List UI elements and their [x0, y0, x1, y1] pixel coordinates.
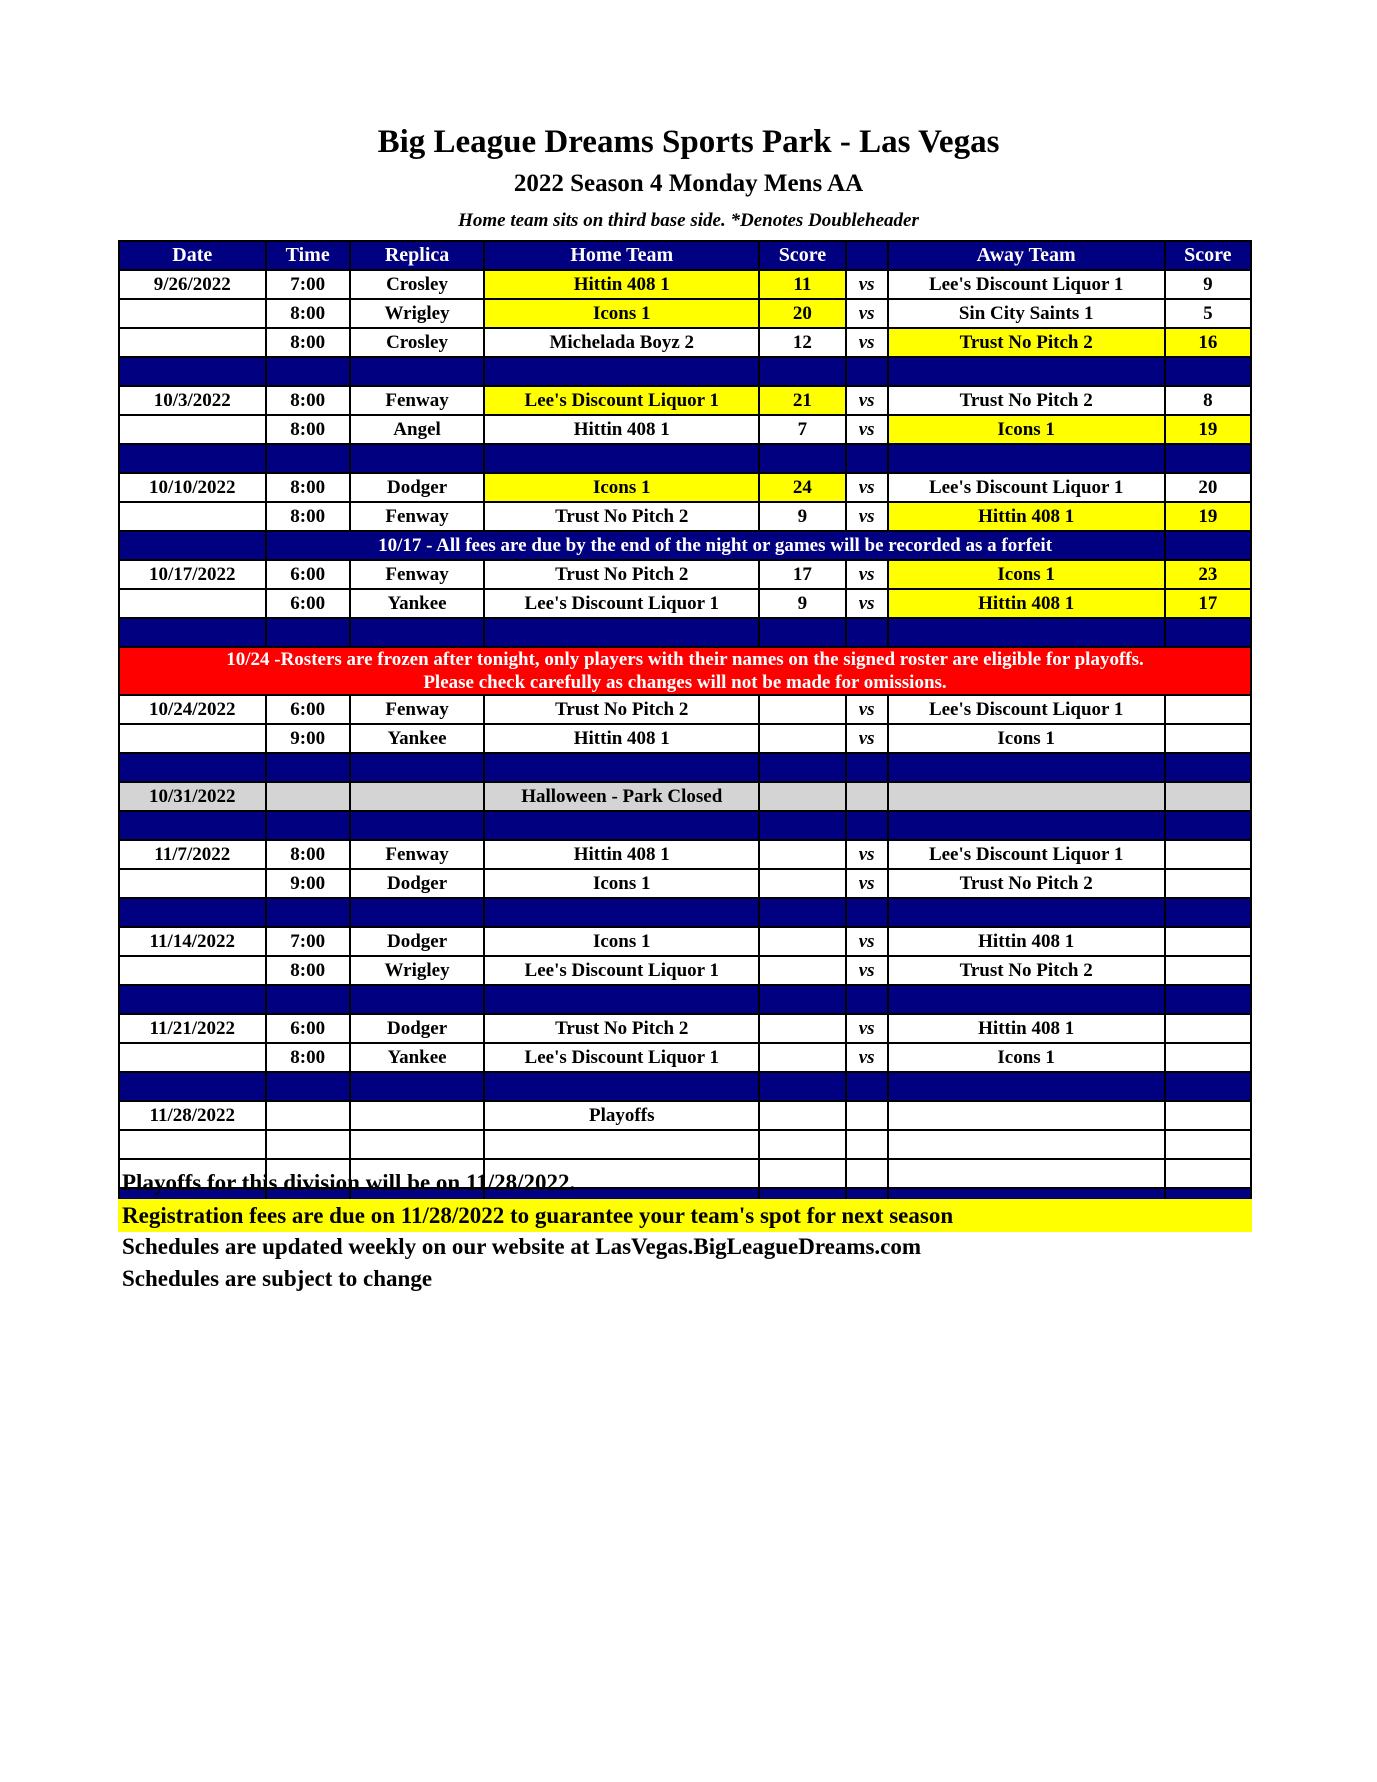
field-cell [350, 782, 484, 811]
separator-cell [266, 1072, 350, 1101]
vs-cell: vs [846, 502, 888, 531]
date-cell [119, 1130, 266, 1159]
away-score-cell [1165, 1014, 1251, 1043]
game-row [119, 695, 1251, 724]
separator-cell [484, 898, 759, 927]
separator-cell [888, 811, 1165, 840]
separator-row [119, 444, 1251, 473]
separator-cell [119, 357, 266, 386]
separator-cell [350, 357, 484, 386]
footer-website: Schedules are updated weekly on our website at LasVegas.BigLeagueDreams.com [122, 1234, 922, 1259]
separator-row [119, 811, 1251, 840]
away-score-cell [1165, 695, 1251, 724]
home-score-cell: 7 [759, 415, 845, 444]
away-score-cell [1165, 869, 1251, 898]
separator-cell [350, 444, 484, 473]
home-team-cell: Hittin 408 1 [484, 270, 759, 299]
separator-cell [759, 618, 845, 647]
separator-cell [846, 985, 888, 1014]
vs-cell: vs [846, 328, 888, 357]
separator-cell [1165, 811, 1251, 840]
away-team-cell: Hittin 408 1 [888, 502, 1165, 531]
time-cell: 8:00 [266, 1043, 350, 1072]
vs-cell: vs [846, 560, 888, 589]
separator-cell [484, 618, 759, 647]
field-cell: Dodger [350, 869, 484, 898]
time-cell: 6:00 [266, 589, 350, 618]
home-score-cell: 9 [759, 589, 845, 618]
field-cell: Wrigley [350, 299, 484, 328]
date-cell: 10/24/2022 [119, 695, 266, 724]
separator-cell [888, 898, 1165, 927]
away-score-cell [1165, 1130, 1251, 1159]
home-team-cell: Lee's Discount Liquor 1 [484, 956, 759, 985]
game-row [119, 927, 1251, 956]
separator-cell [119, 753, 266, 782]
home-team-cell: Lee's Discount Liquor 1 [484, 1043, 759, 1072]
time-cell: 7:00 [266, 927, 350, 956]
field-cell: Fenway [350, 695, 484, 724]
field-cell: Wrigley [350, 956, 484, 985]
separator-cell [484, 811, 759, 840]
vs-cell [846, 1101, 888, 1130]
separator-cell [266, 618, 350, 647]
away-team-cell: Trust No Pitch 2 [888, 328, 1165, 357]
away-team-cell: Icons 1 [888, 415, 1165, 444]
away-score-cell: 19 [1165, 415, 1251, 444]
roster-notice-row [119, 647, 1251, 695]
game-row [119, 1014, 1251, 1043]
separator-cell [484, 1072, 759, 1101]
separator-cell [1165, 444, 1251, 473]
separator-row [119, 357, 1251, 386]
home-team-cell [484, 1130, 759, 1159]
field-cell: Fenway [350, 560, 484, 589]
separator-cell [846, 898, 888, 927]
field-cell: Crosley [350, 328, 484, 357]
footer-registration: Registration fees are due on 11/28/2022 to guarantee your team's spot for next season [118, 1199, 1252, 1232]
away-team-cell: Lee's Discount Liquor 1 [888, 695, 1165, 724]
separator-cell [888, 1072, 1165, 1101]
home-team-cell: Hittin 408 1 [484, 840, 759, 869]
away-team-cell: Trust No Pitch 2 [888, 956, 1165, 985]
away-score-cell [1165, 927, 1251, 956]
game-row [119, 328, 1251, 357]
field-cell: Dodger [350, 473, 484, 502]
separator-cell [350, 618, 484, 647]
field-cell [350, 1101, 484, 1130]
footer-playoffs: Playoffs for this division will be on 11/28/2022. [122, 1170, 576, 1195]
away-team-cell: Hittin 408 1 [888, 589, 1165, 618]
closed-text: Halloween - Park Closed [484, 782, 759, 811]
home-team-cell: Michelada Boyz 2 [484, 328, 759, 357]
col-header-time: Time [266, 241, 350, 270]
time-cell: 6:00 [266, 560, 350, 589]
away-team-cell: Hittin 408 1 [888, 927, 1165, 956]
separator-cell [846, 444, 888, 473]
time-cell: 7:00 [266, 270, 350, 299]
date-cell: 10/3/2022 [119, 386, 266, 415]
separator-cell [350, 985, 484, 1014]
separator-cell [266, 898, 350, 927]
date-cell [119, 299, 266, 328]
separator-cell [266, 985, 350, 1014]
header-row [119, 241, 1251, 270]
date-cell: 10/17/2022 [119, 560, 266, 589]
separator-cell [484, 753, 759, 782]
time-cell: 8:00 [266, 386, 350, 415]
away-team-cell: Sin City Saints 1 [888, 299, 1165, 328]
separator-cell [1165, 753, 1251, 782]
vs-cell: vs [846, 1014, 888, 1043]
date-cell [119, 956, 266, 985]
home-score-cell: 12 [759, 328, 845, 357]
date-cell [119, 589, 266, 618]
time-cell [266, 782, 350, 811]
game-row [119, 386, 1251, 415]
away-score-cell [1165, 840, 1251, 869]
vs-cell: vs [846, 956, 888, 985]
col-header-vs [846, 241, 888, 270]
separator-cell [119, 618, 266, 647]
away-score-cell: 20 [1165, 473, 1251, 502]
field-cell: Fenway [350, 840, 484, 869]
separator-cell [119, 811, 266, 840]
game-row [119, 560, 1251, 589]
roster-notice-line1: 10/24 -Rosters are frozen after tonight, only players with their names on the signed roster are eligible for playoffs. [226, 649, 1144, 670]
home-team-cell: Icons 1 [484, 869, 759, 898]
vs-cell: vs [846, 840, 888, 869]
away-score-cell: 17 [1165, 589, 1251, 618]
field-cell: Angel [350, 415, 484, 444]
separator-cell [350, 1072, 484, 1101]
separator-cell [350, 753, 484, 782]
separator-cell [759, 1072, 845, 1101]
home-team-cell: Lee's Discount Liquor 1 [484, 386, 759, 415]
col-header-replica: Replica [350, 241, 484, 270]
away-team-cell: Icons 1 [888, 560, 1165, 589]
home-team-cell: Playoffs [484, 1101, 759, 1130]
vs-cell: vs [846, 1043, 888, 1072]
away-score-cell [1165, 724, 1251, 753]
vs-cell: vs [846, 869, 888, 898]
schedule-table [118, 240, 1252, 1218]
separator-cell [846, 357, 888, 386]
away-team-cell: Lee's Discount Liquor 1 [888, 840, 1165, 869]
separator-cell [1165, 531, 1251, 560]
field-cell: Crosley [350, 270, 484, 299]
separator-cell [1165, 898, 1251, 927]
vs-cell: vs [846, 415, 888, 444]
separator-cell [484, 444, 759, 473]
field-cell: Yankee [350, 724, 484, 753]
home-score-cell [759, 724, 845, 753]
away-score-cell: 23 [1165, 560, 1251, 589]
roster-notice [119, 647, 1251, 695]
separator-cell [888, 985, 1165, 1014]
separator-cell [846, 1072, 888, 1101]
separator-cell [266, 357, 350, 386]
home-score-cell [759, 956, 845, 985]
separator-cell [759, 811, 845, 840]
col-header-home-score: Score [759, 241, 845, 270]
separator-row [119, 1072, 1251, 1101]
home-team-cell: Icons 1 [484, 473, 759, 502]
game-row [119, 299, 1251, 328]
separator-cell [759, 985, 845, 1014]
separator-cell [266, 444, 350, 473]
notice-text: 10/17 - All fees are due by the end of the night or games will be recorded as a forfeit [266, 531, 1165, 560]
separator-cell [119, 444, 266, 473]
separator-row [119, 985, 1251, 1014]
home-score-cell [759, 1101, 845, 1130]
time-cell: 8:00 [266, 299, 350, 328]
separator-cell [484, 985, 759, 1014]
away-score-cell: 8 [1165, 386, 1251, 415]
time-cell: 6:00 [266, 695, 350, 724]
game-row [119, 1101, 1251, 1130]
home-score-cell: 17 [759, 560, 845, 589]
separator-cell [119, 1072, 266, 1101]
date-cell: 11/14/2022 [119, 927, 266, 956]
away-team-cell: Icons 1 [888, 1043, 1165, 1072]
separator-cell [119, 531, 266, 560]
home-team-cell: Trust No Pitch 2 [484, 1014, 759, 1043]
page-subtitle: 2022 Season 4 Monday Mens AA [513, 170, 864, 197]
home-score-cell: 20 [759, 299, 845, 328]
separator-cell [888, 753, 1165, 782]
away-score-cell [1165, 1159, 1251, 1188]
away-score-cell: 9 [1165, 270, 1251, 299]
separator-cell [1165, 357, 1251, 386]
date-cell: 10/10/2022 [119, 473, 266, 502]
date-cell [119, 415, 266, 444]
vs-cell: vs [846, 695, 888, 724]
separator-row [119, 898, 1251, 927]
separator-cell [888, 357, 1165, 386]
col-header-home-team: Home Team [484, 241, 759, 270]
schedule-note: Home team sits on third base side. *Denotes Doubleheader [458, 210, 919, 231]
away-score-cell: 5 [1165, 299, 1251, 328]
date-cell: 11/28/2022 [119, 1101, 266, 1130]
separator-cell [846, 618, 888, 647]
away-score-cell: 19 [1165, 502, 1251, 531]
time-cell: 8:00 [266, 502, 350, 531]
date-cell [119, 328, 266, 357]
home-score-cell: 24 [759, 473, 845, 502]
separator-cell [1165, 985, 1251, 1014]
vs-cell: vs [846, 724, 888, 753]
home-score-cell: 11 [759, 270, 845, 299]
home-team-cell: Lee's Discount Liquor 1 [484, 589, 759, 618]
vs-cell: vs [846, 299, 888, 328]
vs-cell: vs [846, 386, 888, 415]
separator-cell [759, 898, 845, 927]
game-row [119, 1043, 1251, 1072]
game-row [119, 270, 1251, 299]
separator-cell [759, 357, 845, 386]
time-cell: 8:00 [266, 328, 350, 357]
separator-cell [759, 753, 845, 782]
date-cell: 11/7/2022 [119, 840, 266, 869]
home-score-cell [759, 1130, 845, 1159]
separator-cell [888, 618, 1165, 647]
time-cell: 6:00 [266, 1014, 350, 1043]
away-team-cell: Lee's Discount Liquor 1 [888, 473, 1165, 502]
date-cell: 9/26/2022 [119, 270, 266, 299]
time-cell [266, 1101, 350, 1130]
field-cell: Fenway [350, 502, 484, 531]
separator-row [119, 753, 1251, 782]
home-score-cell [759, 782, 845, 811]
field-cell [350, 1130, 484, 1159]
vs-cell [846, 1130, 888, 1159]
field-cell: Yankee [350, 589, 484, 618]
away-team-cell: Trust No Pitch 2 [888, 869, 1165, 898]
roster-notice-line2: Please check carefully as changes will not be made for omissions. [423, 672, 947, 693]
page-title: Big League Dreams Sports Park - Las Vegas [377, 124, 1000, 160]
notice-row [119, 531, 1251, 560]
away-score-cell [1165, 956, 1251, 985]
time-cell: 8:00 [266, 415, 350, 444]
schedule-body [119, 270, 1251, 1217]
game-row [119, 956, 1251, 985]
date-cell: 11/21/2022 [119, 1014, 266, 1043]
vs-cell: vs [846, 927, 888, 956]
separator-cell [1165, 618, 1251, 647]
away-team-cell: Trust No Pitch 2 [888, 386, 1165, 415]
home-team-cell: Trust No Pitch 2 [484, 560, 759, 589]
game-row [119, 589, 1251, 618]
game-row [119, 840, 1251, 869]
time-cell: 9:00 [266, 724, 350, 753]
field-cell: Dodger [350, 927, 484, 956]
vs-cell: vs [846, 270, 888, 299]
away-score-cell [1165, 1043, 1251, 1072]
home-team-cell: Trust No Pitch 2 [484, 695, 759, 724]
vs-cell: vs [846, 473, 888, 502]
col-header-away-score: Score [1165, 241, 1251, 270]
away-team-cell [888, 1130, 1165, 1159]
home-score-cell [759, 695, 845, 724]
game-row [119, 724, 1251, 753]
col-header-away-team: Away Team [888, 241, 1165, 270]
away-team-cell: Lee's Discount Liquor 1 [888, 270, 1165, 299]
separator-cell [266, 753, 350, 782]
separator-cell [1165, 1072, 1251, 1101]
date-cell: 10/31/2022 [119, 782, 266, 811]
separator-cell [484, 357, 759, 386]
separator-cell [759, 444, 845, 473]
home-score-cell: 21 [759, 386, 845, 415]
separator-cell [846, 753, 888, 782]
separator-row [119, 618, 1251, 647]
home-team-cell: Icons 1 [484, 927, 759, 956]
field-cell: Dodger [350, 1014, 484, 1043]
footer-change-notice: Schedules are subject to change [122, 1266, 433, 1291]
away-team-cell [888, 1159, 1165, 1188]
col-header-date: Date [119, 241, 266, 270]
home-team-cell: Icons 1 [484, 299, 759, 328]
separator-cell [119, 985, 266, 1014]
home-team-cell: Hittin 408 1 [484, 415, 759, 444]
vs-cell: vs [846, 589, 888, 618]
away-team-cell: Icons 1 [888, 724, 1165, 753]
field-cell: Fenway [350, 386, 484, 415]
away-team-cell [888, 782, 1165, 811]
away-team-cell [888, 1101, 1165, 1130]
vs-cell [846, 782, 888, 811]
home-score-cell [759, 1014, 845, 1043]
separator-cell [350, 898, 484, 927]
time-cell: 8:00 [266, 840, 350, 869]
away-team-cell: Hittin 408 1 [888, 1014, 1165, 1043]
separator-cell [846, 811, 888, 840]
separator-cell [350, 811, 484, 840]
field-cell: Yankee [350, 1043, 484, 1072]
game-row [119, 502, 1251, 531]
game-row [119, 473, 1251, 502]
date-cell [119, 869, 266, 898]
separator-cell [888, 444, 1165, 473]
vs-cell [846, 1159, 888, 1188]
home-team-cell: Hittin 408 1 [484, 724, 759, 753]
away-score-cell [1165, 1101, 1251, 1130]
separator-cell [266, 811, 350, 840]
home-score-cell [759, 840, 845, 869]
home-team-cell: Trust No Pitch 2 [484, 502, 759, 531]
home-score-cell [759, 869, 845, 898]
time-cell: 8:00 [266, 956, 350, 985]
date-cell [119, 724, 266, 753]
separator-cell [119, 898, 266, 927]
home-score-cell: 9 [759, 502, 845, 531]
time-cell [266, 1130, 350, 1159]
home-score-cell [759, 927, 845, 956]
date-cell [119, 502, 266, 531]
time-cell: 8:00 [266, 473, 350, 502]
away-score-cell [1165, 782, 1251, 811]
game-row [119, 869, 1251, 898]
time-cell: 9:00 [266, 869, 350, 898]
closed-row [119, 782, 1251, 811]
game-row [119, 1130, 1251, 1159]
home-score-cell [759, 1159, 845, 1188]
date-cell [119, 1043, 266, 1072]
home-score-cell [759, 1043, 845, 1072]
away-score-cell: 16 [1165, 328, 1251, 357]
game-row [119, 415, 1251, 444]
